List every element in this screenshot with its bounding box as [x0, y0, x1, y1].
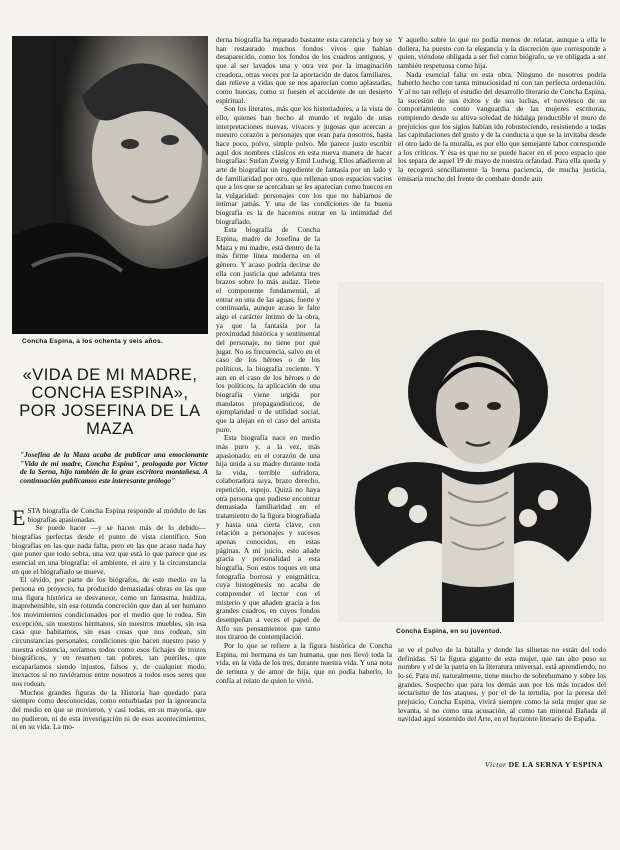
- signature-prefix: Víctor: [484, 760, 507, 769]
- article-column-4: [398, 646, 606, 758]
- signature-name: DE LA SERNA Y ESPINA: [508, 760, 603, 769]
- column-2-paragraph-4: Esta biografía nace en medio más puro y, a la vez, más apasionado: en el corazón de una hija unida a su madre durante toda la vida, terrible sufridora, colaboradora suya, brazo derecho, repetición, espejo. Quizá no haya otra persona que pudiese encontrar demasiada familiaridad en el tratamiento de la figura biografiada y hasta una cierta clave, con relación a personajes y sucesos apenas conocidos, en estas páginas. A mi juicio, esto añade gracia y personalidad a esta biografía. Son estos toques en una fotografía borrosa y enigmática, cuya histogénesis no acaba de comprender el lector con el misterio y que añaden gracia a los grandes cuadros, en cuyos fondos desempeñan a veces el papel de Alfo sus pensamientos que tanto nos tiraron de contemplación.: [216, 433, 320, 642]
- paragraph-text: STA biografía de Concha Espina responde al módulo de las biografías apasionadas.: [27, 507, 206, 524]
- column-2-paragraph-1: derna biografía ha reparado bastante esta carencia y hoy se han restaurado muchos fondos vivos que habían desaparecido, como los fondos de los cuadros antiguos, y que al ser lavados una y otra vez por la imaginación creadora, otras veces por la aportación de datos familiares, dan relieve a vidas que se nos aparecían como aplastadas, como huecas, como si fuesen el accidente de un desierto espiritual.: [216, 36, 392, 105]
- article-column-1: [12, 507, 206, 837]
- column-1-paragraph-4: Muchos grandes figuras de la Historia han quedado para siempre como desconocidas, como enturbiadas por la ignorancia del medio en que se movieron, y casi todas, en su mayoría, que no pudieron, ni de esta investigación ni de esos acontecimientos, ni en su vida. La mo-: [12, 687, 206, 732]
- portrait-photo-elderly: [12, 36, 208, 334]
- photo-caption-young: Concha Espina, en su juventud.: [396, 628, 502, 635]
- portrait-photo-elderly-woman-icon: [12, 36, 208, 334]
- column-2-paragraph-5: Por lo que se refiere a la figura histórica de Concha Espina, mi hermana es tan humana, que nos llevó toda la vida, en la vida de los tres, durante nuestra vida. Y una nota de ternura y de amor de hija, que no podía haberlo, lo confía al relato de quien lo vivió.: [216, 640, 392, 685]
- column-1-paragraph-1: [12, 507, 206, 530]
- column-4-paragraph-1: se ve el polvo de la batalla y donde las siluetas no están del todo definidas. Si la figura gigante de esta mujer, que tan alto puso su nombre y el de la patria en la literatura universal, está aprendiendo, no lo sé. Para mí, naturalmente, tiene mucho de sobrehumano y sobre los grandes. Sospecho que para los demás aun por los más tocados del sectarismo de los ataques, y por el de la tertulia, por la peresa del prejuicio, Concha Espina, vivirá siempre como la sola mujer que se levanta, si no como una acusación, al como tan mineral Bañada al navidad aquí sostenido del Arte, en el horizonte literario de España.: [398, 646, 606, 724]
- article-subhead: "Josefina de la Maza acaba de publicar una emocionante "Vida de mi madre, Concha Espina", prologada por Víctor de la Serna, hijo también de la gran escritora montañesa. A continuación publicamos este interesante prólogo": [20, 450, 208, 485]
- article-column-3: [398, 36, 606, 272]
- column-2-paragraph-3: Esta biografía de Concha Espina, madre de Josefina de la Maza y mi madre, está dentro de la más firme línea moderna en el género. Y acaso podría decirse de ella con justicia que adelanta tres brazos sobre lo más audaz. Tiene el componente fundamental, al entrar en una de las aguas, fuerte y continuada, aunque acaso le falte algo el carácter íntimo de la obra, ya que la fantasía por la proximidad histórica y sentimental del personaje, no tiene por qué jugar. No es frecuencia, salvo en el caso de los héroes o de los políticos, la biografía reciente. Y aun en el caso de los héroes o de los políticos, la aplicación de una biografía viene urgida por mandatos propagandísticos, de ejemplaridad o de utilidad social, que la alejan en el caso del artista puro.: [216, 225, 320, 434]
- column-1-paragraph-2: Se puede hacer —y se hacen más de lo debido— biografías perfectas desde el punto de vista científico. Son biografías en las que nada falta, pero en las que acaso nada hay que poner que todo sobra, una vez que está lo que parece que es esencial en una biografía: el ambiente, el aire y la circunstancia en que el biografiado se mueve.: [12, 523, 206, 576]
- column-3-paragraph-2: Nada esencial falta en esta obra. Ninguno de nosotros podría haberlo hecho con tanta minuciosidad ni con tan perfecta ordenación. Y al no tan reflejo el estudio del desarrollo literario de Concha Espina, la sucesión de sus éxitos y de sus luchas, el novelesco de su comportamiento como vanguardia de las mujeres escritoras, rompiendo desde su altiva soledad de hidalga productible el muro de prejuicios que los siglos habían ido robusteciendo, resistiendo a todas las capitulaciones del gusto y de la conducta a que se la invitaba desde el otro lado de la muralla, es por ello que semejante labor corresponde a los críticos. Y ésa es que no se puede hacer en el poco espacio que los separa de aquel 19 de mayo de nuestra orfandad. Para ella queda y la recogerá sencillamente la buena paciencia, de mucha justicia, emisaria mucho del frente de combate donde aun: [398, 69, 606, 183]
- article-headline: «VIDA DE MI MADRE, CONCHA ESPINA», POR JOSEFINA DE LA MAZA: [19, 366, 201, 438]
- column-2-paragraph-2: Son los literatos, más que los historiadores, a la vista de ello, quienes han hecho al mundo el regalo de unas interpretaciones nuevas, vivaces y jugosas que acercan a nuestro corazón a personajes que eran para nosotros, hasta hace poco, polvo, simple polvo. Me parece justo escribir aquí dos nombres clásicos en esta nueva manera de hacer biografías: Stefan Zweig y Emil Ludwig. Ellos añadieron al arte de biografiar un ingrediente de fantasía por un lado y de familiaridad por otro, que rellenan unos espacios vacíos que a los que se acercaban se les aparecían como huecos en la vulgaridad: personajes con los que no habíamos de intimar jamás. Y una de las condiciones de la buena biografía es la de hacernos entrar en la intimidad del biografiado.: [216, 104, 392, 226]
- photo-caption-elderly: Concha Espina, a los ochenta y seis años.: [22, 338, 163, 345]
- column-1-paragraph-3: El olvido, por parte de los biógrafos, de este medio en la persona en proyecto, ha producido demasiadas obras en las que una figura histórica se desvanece, como un fantasma, huidiza, inaprehensible, sin esa rotunda concreción que dan al ser humano los movimientos condicionados por el medio que le rodea. Sin excepción, sin nuestros hermanos, sin nuestros muebles, sin esa casa que habitamos, sin esas cosas que nos rodean, sin circunstancias personales, condiciones que hacen nuestro paso y nuestra existencia, seríamos todos como esos fichajes de trozos biográficos, y en resumen tan pobres, tan pueriles, que escaparíamos siendo injustos, falsos y, de cualquier modo, inexactos si no tuviéramos entre nosotros a todos esos seres que nos rodean.: [12, 575, 206, 689]
- portrait-photo-young-woman-icon: [338, 282, 604, 622]
- portrait-photo-young: [338, 282, 604, 622]
- drop-cap: E: [12, 507, 26, 530]
- column-3-paragraph-1: Y aquello sobre lo que no podía menos de relatar, aunque a ella le doliera, ha puesto con la elegancia y la discreción que corresponde a quien, viéndose obligada a ser fiel como biógrafo, se ve obligada a ser también respetuosa como hija.: [398, 36, 606, 70]
- author-signature: [398, 760, 603, 769]
